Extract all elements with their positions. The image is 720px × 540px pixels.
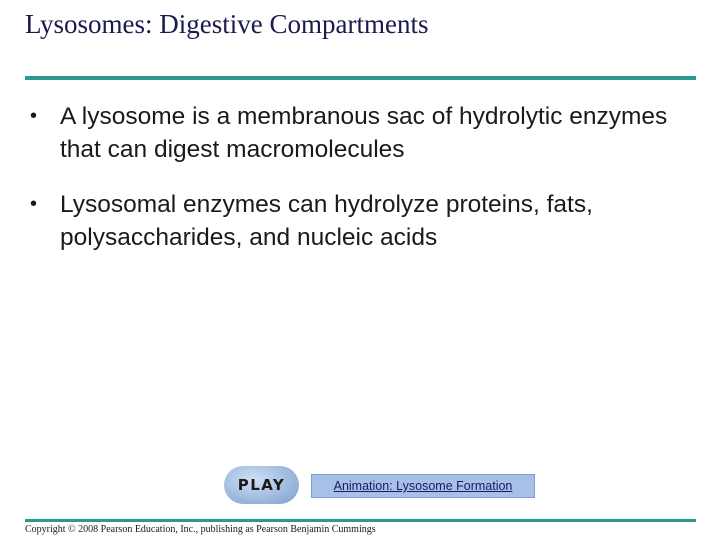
title-divider [25,76,696,80]
bullet-item-lysosome [25,100,705,166]
footer-divider [25,519,696,522]
bullet-icon: • [30,193,38,215]
bullet-term-lysosome: lysosome [81,103,186,130]
slide-title: Lysosomes: Digestive Compartments [25,9,429,39]
bullet-item-enzymes [25,188,705,254]
bullet-prefix: A [60,103,82,130]
bullet-icon: • [30,105,38,127]
bullet-list [25,100,705,276]
bullet-text: Lysosomal enzymes can hydrolyze proteins, fats, polysaccharides, and nucleic acids [60,191,593,251]
bullet-rest: is a membranous sac of hydrolytic enzymes that can digest macromolecules [60,103,668,163]
play-button[interactable] [224,466,299,504]
animation-link-box[interactable] [311,474,535,498]
copyright-text: Copyright © 2008 Pearson Education, Inc., publishing as Pearson Benjamin Cummings [25,524,376,535]
play-button-label: PLAY [237,476,286,494]
animation-link[interactable]: Animation: Lysosome Formation [333,479,513,493]
